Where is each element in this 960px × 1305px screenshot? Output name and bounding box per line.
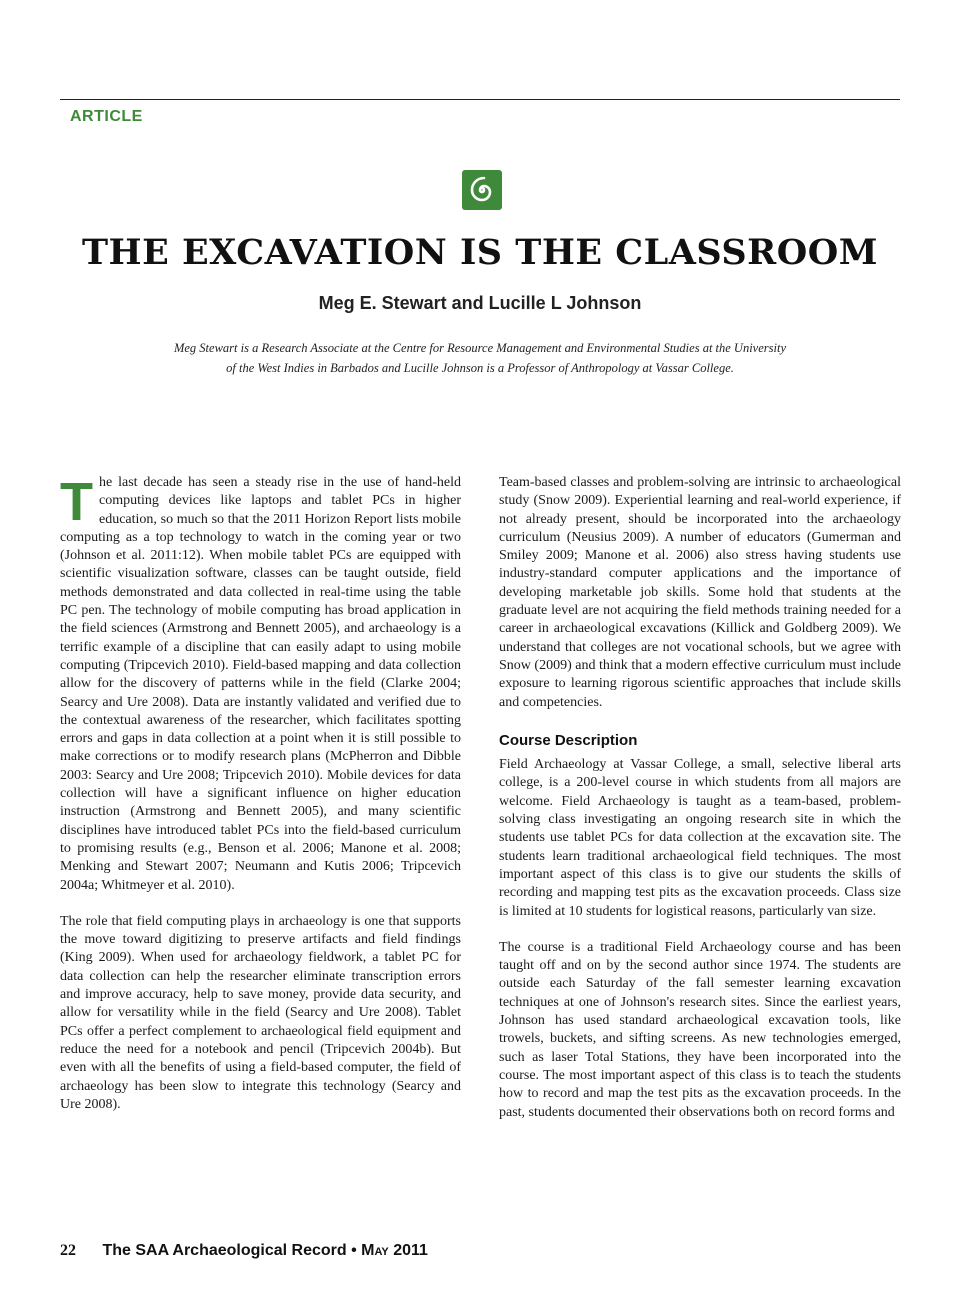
body-paragraph: The course is a traditional Field Archaeology course and has been taught off and on by the second author since 1974. The students are outside each Saturday of the fall semester learning excavation techniques at one of Johnson's research sites. Since the earliest years, Johnson has used standard archaeological excavation tools, like trowels, buckets, and sifting screens. As new technologies emerged, such as laser Total Stations, they have been incorporated into the course. The most important aspect of this class is to teach the students how to record and map the test pits as the excavation proceeds. In the past, students documented their observations both on record forms and [499, 939, 901, 1120]
authors: Meg E. Stewart and Lucille L Johnson [318, 293, 642, 313]
issue-date: May 2011 [361, 1242, 428, 1259]
header-rule [60, 99, 900, 100]
spiral-logo-icon [462, 170, 502, 210]
body-paragraph: The role that field computing plays in archaeology is one that supports the move toward digitizing to preserve artifacts and field findings (King 2009). When used for archaeology fieldwork, a tablet PC for data collection can help the researcher eliminate transcription errors and improve accuracy, help to save money, provide data security, and allow for versatility while in the field (Searcy and Ure 2008). Tablet PCs offer a perfect complement to archaeological field equipment and reduce the need for a notebook and pencil (Tripcevich 2004b). But even with all the benefits of using a field-based computer, the field of archaeology has been slow to integrate this technology (Searcy and Ure 2008). [60, 913, 461, 1112]
left-column [60, 474, 461, 1132]
drop-cap: T [60, 472, 93, 532]
section-label: ARTICLE [70, 108, 143, 125]
paragraph-text: he last decade has seen a steady rise in the use of hand-held computing devices like laptops and tablet PCs in higher education, so much so that the 2011 Horizon Report lists mobile computing as a top technology to watch in the coming year or two (Johnson et al. 2011:12). When mobile tablet PCs are equipped with scientific visualization software, classes can be taught outside, field methods demonstrated and data collected in real-time using the table PC pen. The technology of mobile computing has broad application in the field sciences (Armstrong and Bennett 2005), and archaeology is a terrific example of a discipline that can easily adapt to using mobile computing (Tripcevich 2010). Field-based mapping and data collection allow for the discovery of patterns while in the field (Clarke 2004; Searcy and Ure 2008). Data are instantly validated and verified due to the contextual awareness of the researcher, which facilitates spotting errors and gaps in data collection at a point when it is still possible to make corrections or to modify research plans (McPherron and Dibble 2003: Searcy and Ure 2008; Tripcevich 2010). Mobile devices for data collection will have a significant influence on higher education instruction (Armstrong and Bennett 2005), and many scientific disciplines have introduced tablet PCs into the field-based curriculum to promising results (e.g., Benson et al. 2006; Manone et al. 2008; Menking and Stewart 2007; Neumann and Kutis 2006; Tripcevich 2004a; Whitmeyer et al. 2010). [60, 475, 461, 893]
section-heading: Course Description [499, 731, 638, 749]
body-paragraph: Team-based classes and problem-solving are intrinsic to archaeological study (Snow 2009). Experiential learning and real-world experience, if not already present, should be incorporated into the archaeology curriculum (Neusius 2009). A number of educators (Gumerman and Smiley 2009; Manone et al. 2006) also stress having students use industry-standard computer applications and the importance of developing marketable job skills. Some hold that students at the graduate level are not acquiring the field methods training needed for a career in archaeological excavations (Killick and Goldberg 2009). We understand that colleges are not vocational schools, but we agree with Snow (2009) and think that a modern effective curriculum must include exposure to learning rigorous scientific approaches that include skills and competencies. [499, 475, 901, 710]
journal-name: The SAA Archaeological Record [102, 1242, 347, 1259]
body-paragraph [60, 474, 461, 895]
page-number: 22 [60, 1242, 76, 1259]
author-affiliation: Meg Stewart is a Research Associate at the Centre for Resource Management and Environmental Studies at the University of the West Indies in Barbados and Lucille Johnson is a Professor of Anthropology at Vassar College. [173, 341, 787, 375]
right-column [499, 474, 901, 1140]
page-footer [60, 1242, 428, 1260]
article-title: THE EXCAVATION IS THE CLASSROOM [82, 232, 878, 273]
footer-bullet: • [351, 1242, 357, 1259]
body-paragraph: Field Archaeology at Vassar College, a small, selective liberal arts college, is a 200-level course in which students from all majors are welcome. Field Archaeology is taught as a team-based, problem-solving class investigating an ongoing research site in which the students use tablet PCs for data collection at the excavation site. The students learn traditional archaeological field techniques. The most important aspect of this class is to give our students the skills of recording and mapping test pits as the excavation proceeds. Class size is limited at 10 students for logistical reasons, particularly van size. [499, 757, 901, 919]
